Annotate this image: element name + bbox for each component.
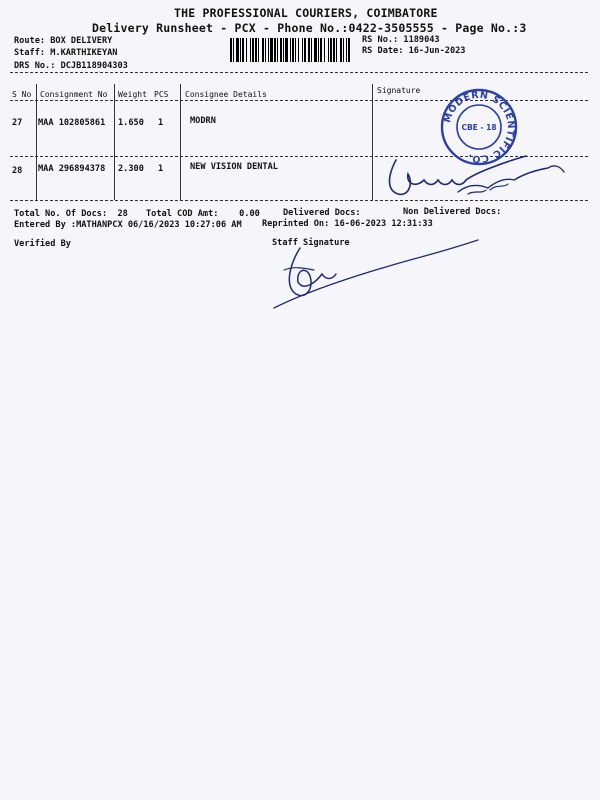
row-consignment: MAA 296894378	[38, 164, 106, 174]
rs-date: RS Date: 16-Jun-2023	[362, 46, 466, 56]
barcode-bar	[320, 38, 322, 62]
barcode-bar	[328, 38, 329, 62]
total-docs: Total No. Of Docs: 28	[14, 209, 128, 219]
total-cod: Total COD Amt: 0.00	[146, 209, 260, 219]
barcode-bar	[233, 38, 234, 62]
row-weight: 1.650	[118, 118, 144, 128]
col-header-consignment: Consignment No	[40, 90, 108, 99]
barcode	[230, 38, 350, 62]
barcode-bar	[277, 38, 278, 62]
svg-text:CBE - 18: CBE - 18	[461, 123, 497, 132]
verified-by: Verified By	[14, 239, 71, 249]
col-divider	[36, 84, 37, 200]
barcode-bar	[290, 38, 291, 62]
col-header-weight: Weight	[118, 90, 147, 99]
barcode-bar	[258, 38, 259, 62]
col-header-consignee: Consignee Details	[185, 90, 267, 99]
barcode-bar	[283, 38, 284, 62]
barcode-bar	[304, 38, 306, 62]
barcode-bar	[295, 38, 296, 62]
col-header-signature: Signature	[377, 86, 421, 95]
barcode-bar	[330, 38, 332, 62]
row-consignment: MAA 102805861	[38, 118, 106, 128]
barcode-bar	[348, 38, 350, 62]
barcode-bar	[236, 38, 239, 62]
barcode-bar	[240, 38, 241, 62]
reprinted-on: Reprinted On: 16-06-2023 12:31:33	[262, 219, 433, 229]
barcode-bar	[246, 38, 247, 62]
row-pcs: 1	[158, 164, 164, 174]
receiver-signature	[378, 150, 578, 210]
non-delivered-docs: Non Delivered Docs:	[403, 207, 502, 217]
col-header-sno: S No	[12, 90, 32, 99]
row-pcs: 1	[158, 118, 164, 128]
runsheet-subtitle: Delivery Runsheet - PCX - Phone No.:0422-3505555 - Page No.:3	[92, 21, 527, 35]
barcode-bar	[336, 38, 337, 62]
barcode-bar	[311, 38, 312, 62]
barcode-bar	[343, 38, 344, 62]
rs-number: RS No.: 1189043	[362, 35, 440, 45]
col-divider	[114, 84, 115, 200]
barcode-bar	[298, 38, 299, 62]
row-weight: 2.300	[118, 164, 144, 174]
rule-top	[10, 72, 588, 73]
staff-signature-label: Staff Signature	[272, 238, 350, 248]
col-divider	[180, 84, 181, 200]
row-consignee: NEW VISION DENTAL	[190, 162, 278, 172]
barcode-bar	[268, 38, 269, 62]
company-title: THE PROFESSIONAL COURIERS, COIMBATORE	[174, 6, 438, 20]
barcode-bar	[324, 38, 325, 62]
barcode-bar	[230, 38, 232, 62]
entered-by: Entered By :MATHANPCX 06/16/2023 10:27:06 AM	[14, 220, 242, 230]
barcode-bar	[308, 38, 310, 62]
barcode-bar	[242, 38, 244, 62]
svg-text:MODERN SCIENTIFIC CO.: MODERN SCIENTIFIC CO.	[442, 89, 517, 165]
barcode-bar	[302, 38, 303, 62]
barcode-bar	[262, 38, 264, 62]
barcode-bar	[270, 38, 273, 62]
staff-signature	[270, 230, 480, 310]
barcode-bar	[340, 38, 342, 62]
delivered-docs: Delivered Docs:	[283, 208, 361, 218]
barcode-bar	[314, 38, 317, 62]
barcode-bar	[265, 38, 266, 62]
route-label: Route: BOX DELIVERY	[14, 36, 113, 46]
barcode-bar	[255, 38, 257, 62]
barcode-bar	[346, 38, 347, 62]
barcode-bar	[292, 38, 294, 62]
col-header-pcs: PCS	[154, 90, 169, 99]
barcode-bar	[285, 38, 288, 62]
barcode-bar	[333, 38, 335, 62]
barcode-bar	[318, 38, 319, 62]
drs-number: DRS No.: DCJB118904303	[14, 61, 128, 71]
row-sno: 28	[12, 166, 23, 176]
row-consignee: MODRN	[190, 116, 216, 126]
row-sno: 27	[12, 118, 23, 128]
barcode-bar	[250, 38, 251, 62]
col-divider	[372, 84, 373, 200]
staff-label: Staff: M.KARTHIKEYAN	[14, 48, 118, 58]
barcode-bar	[280, 38, 282, 62]
barcode-bar	[274, 38, 276, 62]
barcode-bar	[252, 38, 254, 62]
